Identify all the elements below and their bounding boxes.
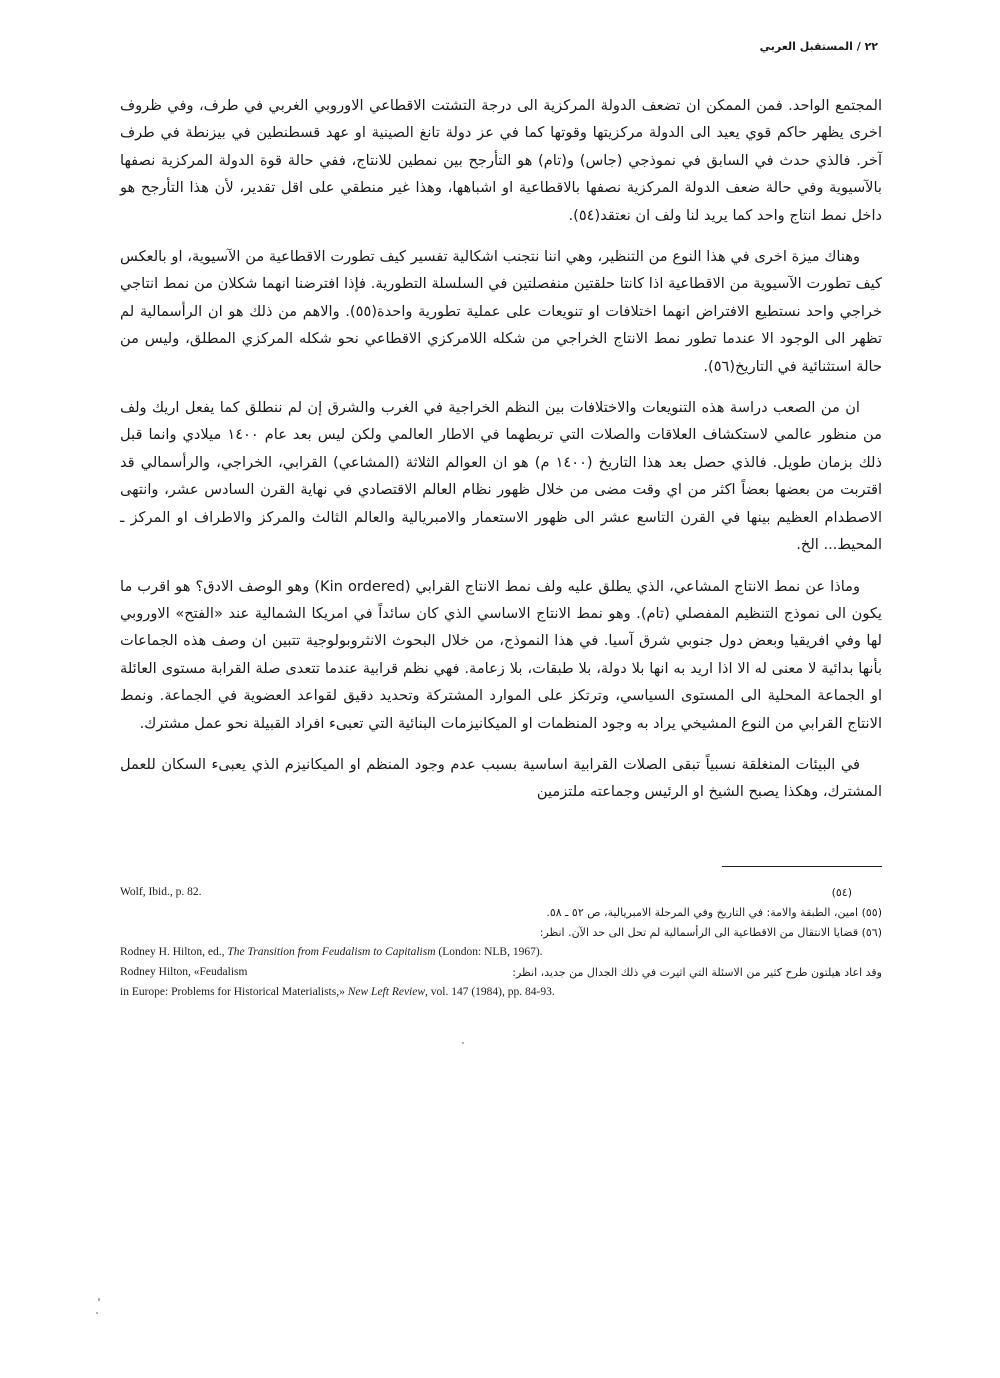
- paragraph: وماذا عن نمط الانتاج المشاعي، الذي يطلق عليه ولف نمط الانتاج القرابي (Kin ordered) وهو الوصف الادق؟ هو اقرب ما يكون الى نموذج التنظيم المفصلي (تام). وهو نمط الانتاج الاساسي الذي كان سائداً في امريكا الشمالية عند «الفتح» الاوروبي لها وفي افريقيا وبعض دول جنوبي شرق آسيا. في هذا النموذج، من خلال البحوث الانثروبولوجية تتبين ان وصف هذه الجماعات بأنها بدائية لا معنى له الا اذا اريد به انها بلا دولة، بلا طبقات، بلا زعامة. فهي نظم قرابية عندما تتعدى صلة القرابة مستوى العائلة او الجماعة المحلية الى المستوى السياسي، وترتكز على الموارد المشتركة وتحديد دقيق لقواعد العضوية في الجماعة. ونمط الانتاج القرابي من النوع المشيخي يراد به وجود المنظمات او الميكانيزمات البنائية التي تعبىء افراد القبيلة نحو عمل مشترك.: [120, 577, 882, 732]
- footnote-54: [120, 883, 882, 903]
- paragraph: في البيئات المنغلقة نسبياً تبقى الصلات القرابية اساسية بسبب عدم وجود المنظم او الميكانيزم الذي يعبىء السكان للعمل المشترك، وهكذا يصبح الشيخ او الرئيس وجماعته ملتزمين: [120, 755, 882, 801]
- scan-speck: [462, 1042, 464, 1044]
- citation-author-2: Rodney Hilton, «Feudalism: [120, 966, 248, 978]
- paragraph: وهناك ميزة اخرى في هذا النوع من التنظير، وهي اننا نتجنب اشكالية تفسير كيف تطورت الاقطاعية من الآسيوية، او بالعكس كيف تطورت الآسيوية من الاقطاعية اذا كانتا حلقتين منفصلتين في السلسلة التطورية. فإذا افترضنا انهما شكلان من نمط انتاجي خراجي واحد نستطيع الافتراض انهما اختلافات او تنويعات على عملية تطورية واحدة(٥٥). والاهم من ذلك هو ان الرأسمالية لم تظهر الى الوجود الا عندما تطور نمط الانتاج الخراجي من شكله اللامركزي الاقطاعي نحو شكله المركزي المطلق، وليس من حالة استثنائية في التاريخ(٥٦).: [120, 248, 882, 375]
- footnote-56-second-citation: [120, 963, 882, 983]
- footnote-56-text: (٥٦) قضايا الانتقال من الاقطاعية الى الرأسمالية لم تحل الى حد الآن. انظر:: [539, 926, 882, 939]
- footnote-55: [120, 903, 882, 923]
- citation-author: Rodney H. Hilton, ed.,: [120, 946, 228, 958]
- citation-journal: New Left Review: [347, 986, 426, 998]
- body-text: [120, 92, 882, 820]
- running-head: ٢٢ / المستقبل العربي: [759, 40, 878, 53]
- footnote-55-text: (٥٥) امين، الطبقة والامة: في التاريخ وفي المرحلة الامبريالية، ص ٥٢ ـ ٥٨.: [546, 906, 882, 919]
- scan-speck: [96, 1312, 98, 1314]
- footnote-54-reference: Wolf, Ibid., p. 82.: [120, 886, 202, 898]
- footnote-54-number: (٥٤): [831, 886, 852, 899]
- paragraph: ان من الصعب دراسة هذه التنويعات والاختلافات بين النظم الخراجية في الغرب والشرق إن لم ننطلق كما يفعل اريك ولف من منظور عالمي لاستكشاف العلاقات والصلات التي تربطهما في الاطار العالمي ولكن ليس بعد عام ١٤٠٠ ميلادي وانما قبل ذلك بزمان طويل. فالذي حصل بعد هذا التاريخ (١٤٠٠ م) هو ان العوالم الثلاثة (المشاعي) القرابي، الخراجي، والرأسمالي قد اقتربت من بعضها بعضاً اكثر من اي وقت مضى من خلال ظهور نظام العالم الاقتصادي في نهاية القرن السادس عشر، وانتهى الاصطدام العظيم بينها في القرن التاسع عشر الى ظهور الاستعمار والامبريالية والعالم الثالث والمركز والاطراف او المركز ـ المحيط... الخ.: [120, 399, 882, 554]
- footnote-56-citation: [120, 943, 882, 963]
- citation-title: The Transition from Feudalism to Capitalism: [227, 946, 436, 958]
- citation-arabic-note: وقد اعاد هيلتون طرح كثير من الاسئلة التي اثيرت في ذلك الجدال من جديد، انظر:: [512, 966, 882, 979]
- footnote-56-second-citation-cont: [120, 983, 882, 1003]
- scan-speck: [98, 1298, 100, 1301]
- citation-article: in Europe: Problems for Historical Materialists,»: [120, 986, 348, 998]
- citation-volume: , vol. 147 (1984), pp. 84-93.: [425, 986, 555, 998]
- paragraph: المجتمع الواحد. فمن الممكن ان تضعف الدولة المركزية الى درجة التشتت الاقطاعي الاوروبي الغربي في طرف، وفي ظروف اخرى يظهر حاكم قوي يعيد الى الدولة مركزيتها وقوتها كما في عز دولة تانغ الصينية او عهد قسطنطين في بيزنطة في طرف آخر. فالذي حدث في السابق في نموذجي (جاس) و(تام) هو التأرجح بين نمطين للانتاج، ففي حالة قوة الدولة المركزية نصفها بالآسيوية وفي حالة ضعف الدولة المركزية نصفها بالاقطاعية او اشباهها، وهذا غير منطقي على اقل تقدير، لأن هذا التأرجح هو داخل نمط انتاج واحد كما يريد لنا ولف ان نعتقد(٥٤).: [120, 97, 882, 224]
- footnote-divider: [722, 866, 882, 867]
- footnote-56: [120, 923, 882, 943]
- footnotes: [120, 883, 882, 1003]
- citation-publisher: (London: NLB, 1967).: [435, 946, 543, 958]
